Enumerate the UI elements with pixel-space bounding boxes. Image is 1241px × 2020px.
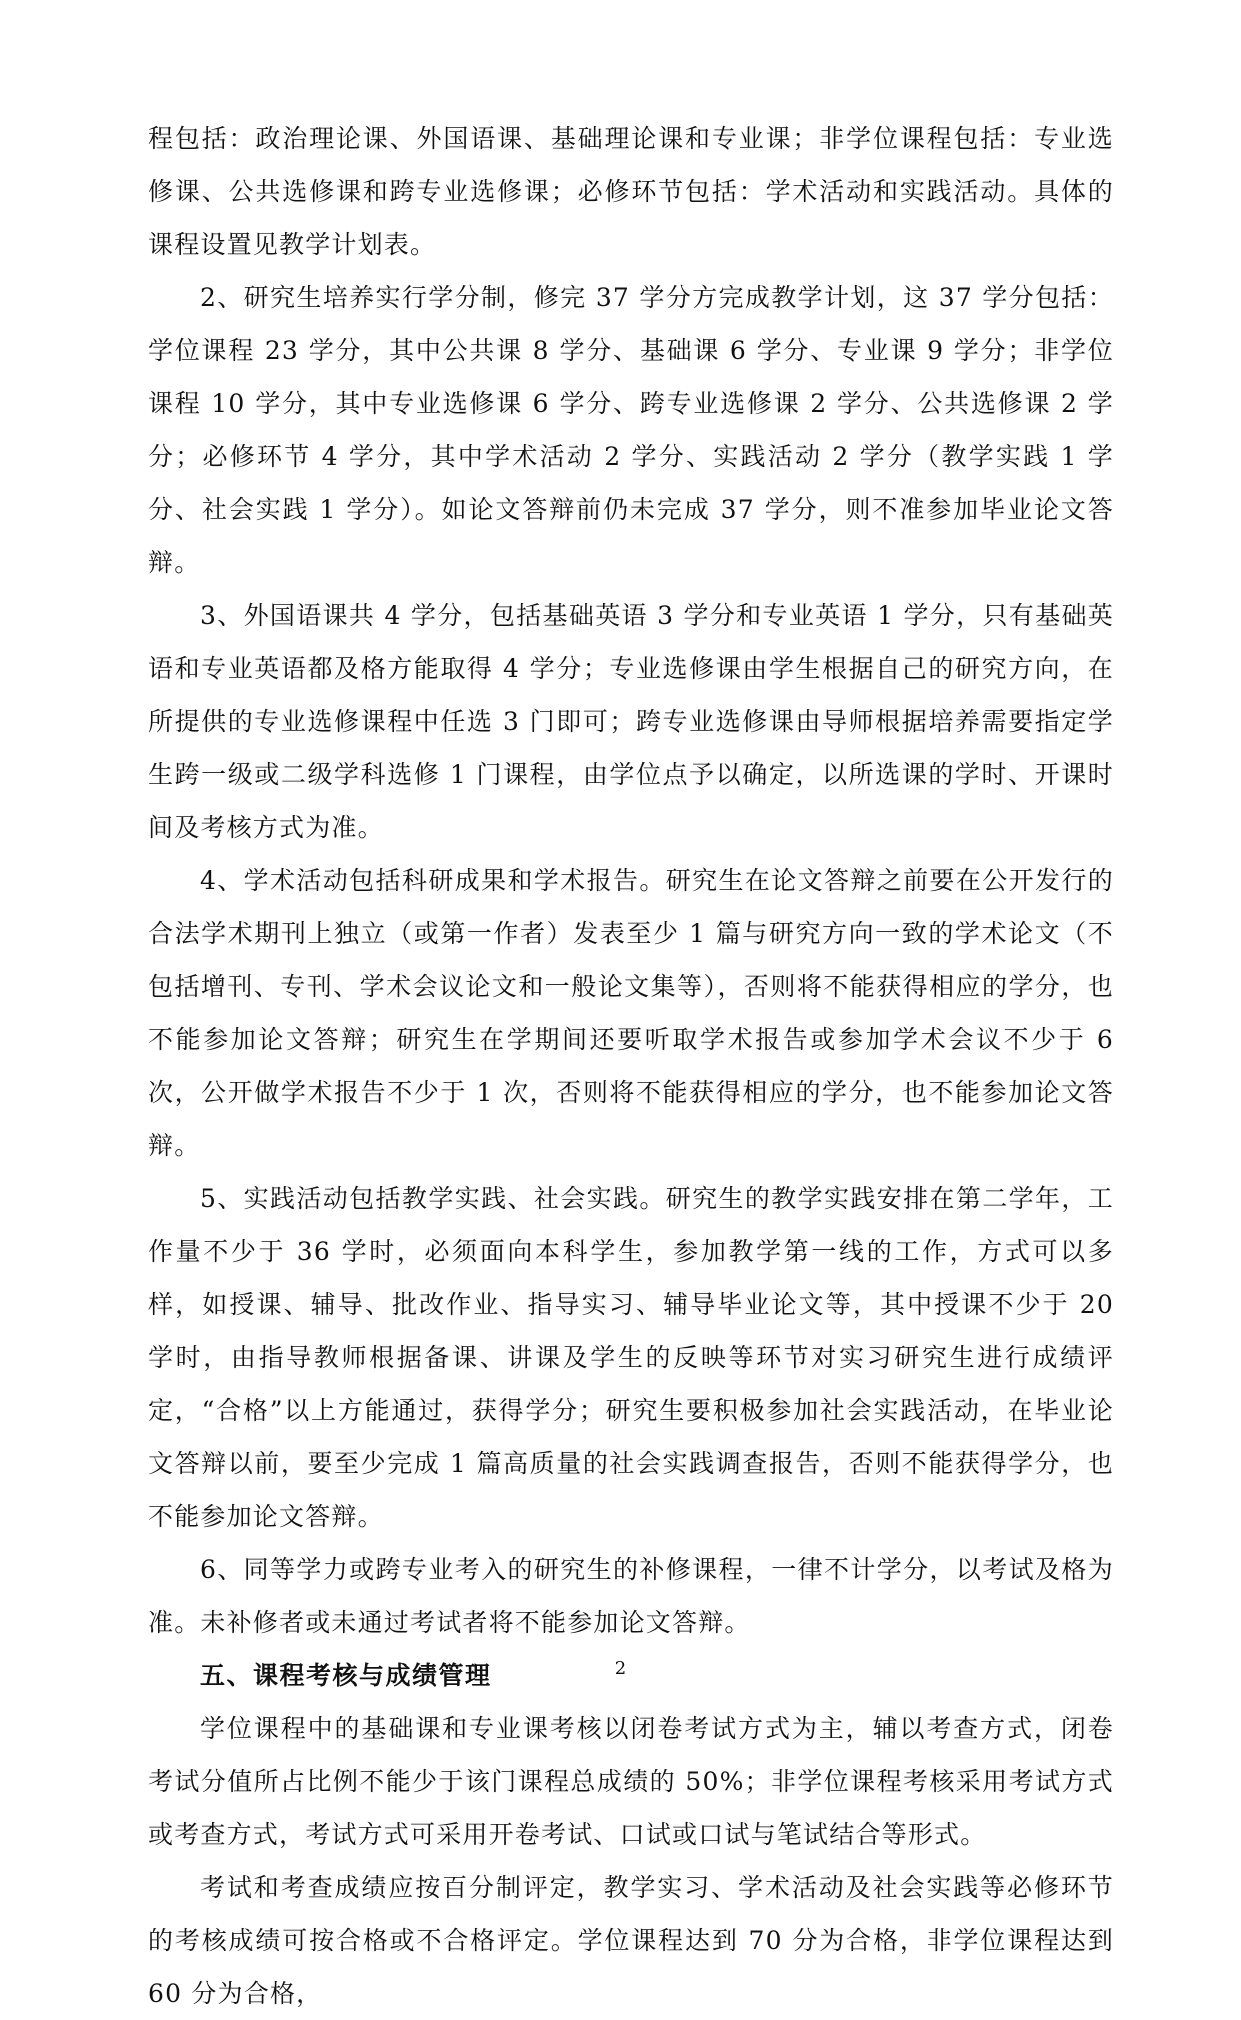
- section-heading-assessment: 五、课程考核与成绩管理: [200, 1661, 492, 1690]
- document-body: [148, 112, 1114, 2020]
- paragraph-credit-system: 2、研究生培养实行学分制，修完 37 学分方完成教学计划，这 37 学分包括：学位课程 23 学分，其中公共课 8 学分、基础课 6 学分、专业课 9 学分；非学位课程 10 学分，其中专业选修课 6 学分、跨专业选修课 2 学分、公共选修课 2 学分；必修环节 4 学分，其中学术活动 2 学分、实践活动 2 学分（教学实践 1 学分、社会实践 1 学分）。如论文答辩前仍未完成 37 学分，则不准参加毕业论文答辩。: [148, 283, 1114, 577]
- paragraph-supplementary-courses: 6、同等学力或跨专业考入的研究生的补修课程，一律不计学分，以考试及格为准。未补修者或未通过考试者将不能参加论文答辩。: [148, 1555, 1114, 1637]
- paragraph-exam-methods: 学位课程中的基础课和专业课考核以闭卷考试方式为主，辅以考查方式，闭卷考试分值所占比例不能少于该门课程总成绩的 50%；非学位课程考核采用考试方式或考查方式，考试方式可采用开卷考试、口试或口试与笔试结合等形式。: [148, 1714, 1114, 1849]
- page-number: 2: [614, 1658, 627, 1679]
- paragraph-foreign-language: 3、外国语课共 4 学分，包括基础英语 3 学分和专业英语 1 学分，只有基础英语和专业英语都及格方能取得 4 学分；专业选修课由学生根据自己的研究方向，在所提供的专业选修课程中任选 3 门即可；跨专业选修课由导师根据培养需要指定学生跨一级或二级学科选修 1 门课程，由学位点予以确定，以所选课的学时、开课时间及考核方式为准。: [148, 601, 1114, 842]
- paragraph-course-structure: 程包括：政治理论课、外国语课、基础理论课和专业课；非学位课程包括：专业选修课、公共选修课和跨专业选修课；必修环节包括：学术活动和实践活动。具体的课程设置见教学计划表。: [148, 124, 1114, 259]
- paragraph-practice-activities: 5、实践活动包括教学实践、社会实践。研究生的教学实践安排在第二学年，工作量不少于 36 学时，必须面向本科学生，参加教学第一线的工作，方式可以多样，如授课、辅导、批改作业、指导实习、辅导毕业论文等，其中授课不少于 20 学时，由指导教师根据备课、讲课及学生的反映等环节对实习研究生进行成绩评定，“合格”以上方能通过，获得学分；研究生要积极参加社会实践活动，在毕业论文答辩以前，要至少完成 1 篇高质量的社会实践调查报告，否则不能获得学分，也不能参加论文答辩。: [148, 1184, 1114, 1531]
- paragraph-grading: 考试和考查成绩应按百分制评定，教学实习、学术活动及社会实践等必修环节的考核成绩可按合格或不合格评定。学位课程达到 70 分为合格，非学位课程达到 60 分为合格，: [148, 1873, 1114, 2008]
- paragraph-academic-activities: 4、学术活动包括科研成果和学术报告。研究生在论文答辩之前要在公开发行的合法学术期刊上独立（或第一作者）发表至少 1 篇与研究方向一致的学术论文（不包括增刊、专刊、学术会议论文和一般论文集等），否则将不能获得相应的学分，也不能参加论文答辩；研究生在学期间还要听取学术报告或参加学术会议不少于 6 次，公开做学术报告不少于 1 次，否则将不能获得相应的学分，也不能参加论文答辩。: [148, 866, 1114, 1160]
